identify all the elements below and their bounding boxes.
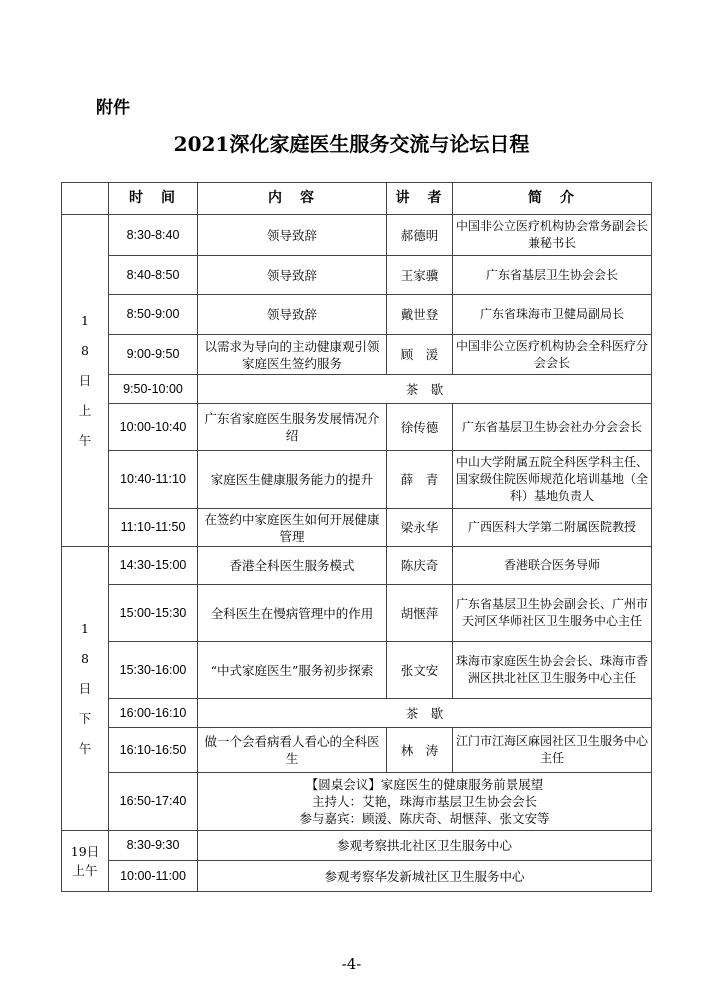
content-cell: 家庭医生健康服务能力的提升 — [198, 451, 387, 509]
intro-cell: 香港联合医务导师 — [453, 547, 652, 585]
time-cell: 8:30-9:30 — [109, 831, 198, 861]
table-row — [62, 861, 652, 892]
visit-cell: 参观考察华发新城社区卫生服务中心 — [198, 861, 652, 892]
day-label-1 — [62, 215, 109, 547]
time-cell: 9:50-10:00 — [109, 375, 198, 404]
time-cell: 15:00-15:30 — [109, 585, 198, 642]
page-number: -4- — [341, 955, 362, 973]
intro-cell: 广东省基层卫生协会会长 — [453, 256, 652, 295]
time-cell: 8:50-9:00 — [109, 295, 198, 335]
break-cell: 茶 歇 — [198, 375, 652, 404]
intro-cell: 江门市江海区麻园社区卫生服务中心主任 — [453, 728, 652, 773]
speaker-cell: 顾 湲 — [387, 335, 453, 375]
visit-cell: 参观考察拱北社区卫生服务中心 — [198, 831, 652, 861]
time-cell: 16:00-16:10 — [109, 699, 198, 728]
intro-cell: 珠海市家庭医生协会会长、珠海市香洲区拱北社区卫生服务中心主任 — [453, 642, 652, 699]
table-row — [62, 773, 652, 831]
table-row — [62, 699, 652, 728]
time-cell: 10:40-11:10 — [109, 451, 198, 509]
attachment-label: 附件 — [96, 98, 130, 118]
intro-cell: 广东省基层卫生协会副会长、广州市天河区华师社区卫生服务中心主任 — [453, 585, 652, 642]
speaker-cell: 徐传德 — [387, 404, 453, 451]
content-cell: 全科医生在慢病管理中的作用 — [198, 585, 387, 642]
table-row — [62, 547, 652, 585]
schedule-table — [61, 182, 652, 892]
table-row — [62, 831, 652, 861]
speaker-cell: 戴世登 — [387, 295, 453, 335]
day-label-3-text: 19日上午 — [70, 844, 100, 878]
content-cell: 领导致辞 — [198, 295, 387, 335]
roundtable-host: 主持人：艾艳，珠海市基层卫生协会会长 — [311, 794, 537, 809]
day-label-2-text: 18日下午 — [78, 620, 92, 756]
speaker-cell: 陈庆奇 — [387, 547, 453, 585]
page-title: 2021深化家庭医生服务交流与论坛日程 — [173, 132, 530, 156]
time-cell: 10:00-10:40 — [109, 404, 198, 451]
speaker-cell: 薛 青 — [387, 451, 453, 509]
speaker-cell: 梁永华 — [387, 509, 453, 547]
speaker-cell: 林 涛 — [387, 728, 453, 773]
table-row — [62, 404, 652, 451]
content-cell: 在签约中家庭医生如何开展健康管理 — [198, 509, 387, 547]
intro-cell: 中国非公立医疗机构协会常务副会长兼秘书长 — [453, 215, 652, 256]
speaker-cell: 张文安 — [387, 642, 453, 699]
intro-cell: 中国非公立医疗机构协会全科医疗分会会长 — [453, 335, 652, 375]
day-label-1-text: 18日上午 — [78, 312, 92, 448]
table-row — [62, 215, 652, 256]
roundtable-title: 【圆桌会议】家庭医生的健康服务前景展望 — [305, 777, 544, 792]
table-row — [62, 256, 652, 295]
content-cell: 做一个会看病看人看心的全科医生 — [198, 728, 387, 773]
intro-cell: 广东省珠海市卫健局副局长 — [453, 295, 652, 335]
content-cell: “中式家庭医生”服务初步探索 — [198, 642, 387, 699]
table-row — [62, 451, 652, 509]
table-row — [62, 335, 652, 375]
header-day-corner — [62, 183, 109, 215]
intro-cell: 中山大学附属五院全科医学科主任、国家级住院医师规范化培训基地（全科）基地负责人 — [453, 451, 652, 509]
table-header-row — [62, 183, 652, 215]
time-cell: 10:00-11:00 — [109, 861, 198, 892]
time-cell: 8:30-8:40 — [109, 215, 198, 256]
time-cell: 11:10-11:50 — [109, 509, 198, 547]
table-row — [62, 728, 652, 773]
intro-cell: 广东省基层卫生协会社办分会会长 — [453, 404, 652, 451]
content-cell: 香港全科医生服务模式 — [198, 547, 387, 585]
day-label-2 — [62, 547, 109, 831]
table-row — [62, 295, 652, 335]
header-intro: 简 介 — [453, 183, 652, 215]
break-cell: 茶 歇 — [198, 699, 652, 728]
content-cell: 领导致辞 — [198, 256, 387, 295]
time-cell: 14:30-15:00 — [109, 547, 198, 585]
intro-cell: 广西医科大学第二附属医院教授 — [453, 509, 652, 547]
speaker-cell: 王家骥 — [387, 256, 453, 295]
content-cell: 以需求为导向的主动健康观引领家庭医生签约服务 — [198, 335, 387, 375]
content-cell: 领导致辞 — [198, 215, 387, 256]
table-row — [62, 375, 652, 404]
table-row — [62, 642, 652, 699]
time-cell: 16:50-17:40 — [109, 773, 198, 831]
roundtable-cell — [198, 773, 652, 831]
time-cell: 15:30-16:00 — [109, 642, 198, 699]
time-cell: 16:10-16:50 — [109, 728, 198, 773]
time-cell: 9:00-9:50 — [109, 335, 198, 375]
content-cell: 广东省家庭医生服务发展情况介绍 — [198, 404, 387, 451]
header-time: 时 间 — [109, 183, 198, 215]
time-cell: 8:40-8:50 — [109, 256, 198, 295]
roundtable-guests: 参与嘉宾：顾湲、陈庆奇、胡惬萍、张文安等 — [299, 811, 550, 826]
table-row — [62, 585, 652, 642]
header-speaker: 讲 者 — [387, 183, 453, 215]
header-content: 内 容 — [198, 183, 387, 215]
table-row — [62, 509, 652, 547]
day-label-3 — [62, 831, 109, 892]
speaker-cell: 胡惬萍 — [387, 585, 453, 642]
speaker-cell: 郝德明 — [387, 215, 453, 256]
